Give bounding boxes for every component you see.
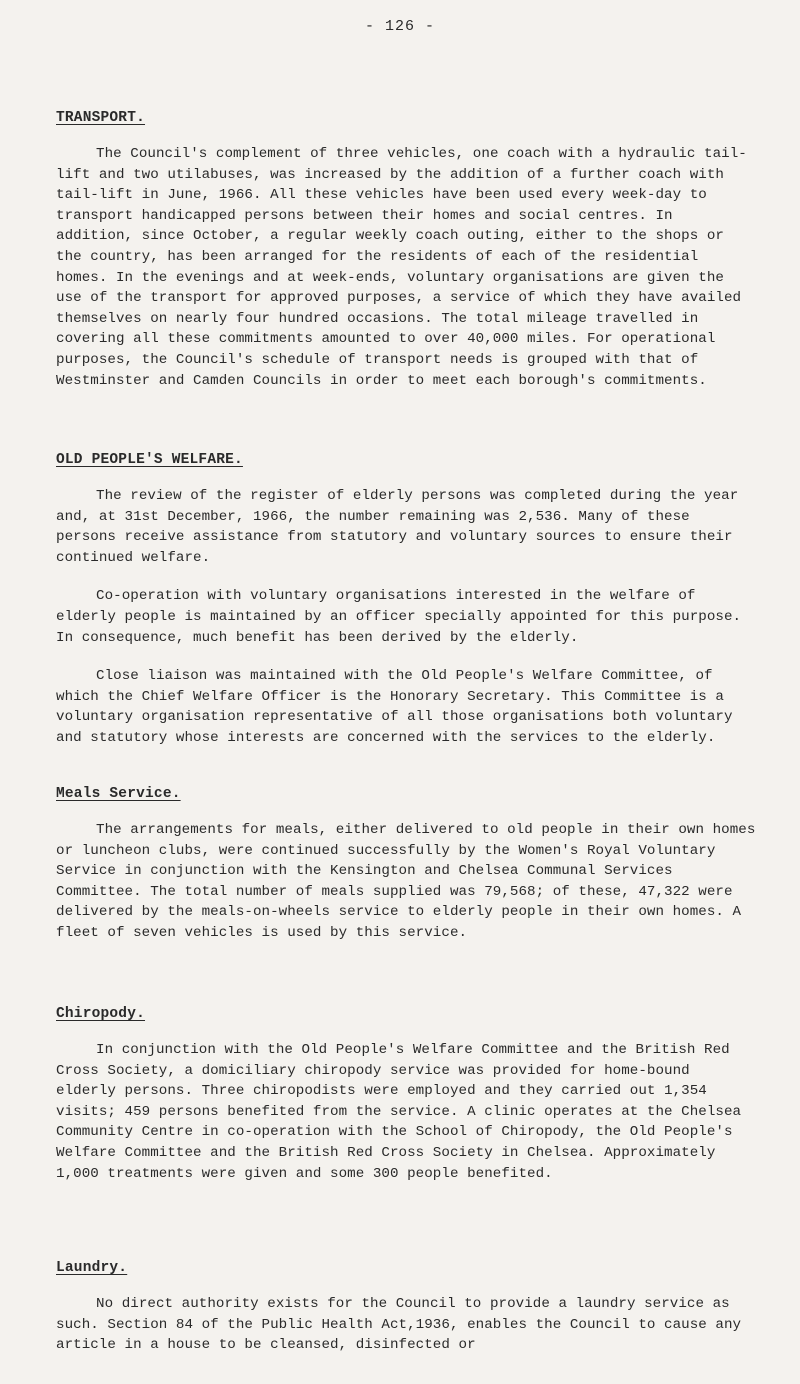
section-old-peoples-welfare (56, 452, 756, 749)
heading-meals-service: Meals Service. (56, 786, 181, 802)
section-transport (56, 110, 756, 391)
heading-old-peoples-welfare: OLD PEOPLE'S WELFARE. (56, 452, 243, 468)
heading-laundry: Laundry. (56, 1260, 128, 1276)
paragraph-old-peoples-welfare-3: Close liaison was maintained with the Old People's Welfare Committee, of which the Chief Welfare Officer is the Honorary Secretary. This Committee is a voluntary organisation representative of all those organisations both voluntary and statutory whose interests are concerned with the services to the elderly. (56, 668, 733, 746)
page-number: - 126 - (364, 18, 435, 35)
section-chiropody (56, 1006, 756, 1184)
paragraph-old-peoples-welfare-1: The review of the register of elderly persons was completed during the year and, at 31st December, 1966, the number remaining was 2,536. Many of these persons receive assistance from statutory and voluntary sources to ensure their continued welfare. (56, 488, 739, 566)
heading-transport: TRANSPORT. (56, 110, 146, 126)
paragraph-laundry-1: No direct authority exists for the Council to provide a laundry service as such. Section 84 of the Public Health Act,1936, enables the Council to cause any article in a house to be cleansed, disinfected or (56, 1296, 742, 1354)
paragraph-transport-1: The Council's complement of three vehicles, one coach with a hydraulic tail-lift and two utilabuses, was increased by the addition of a further coach with tail-lift in June, 1966. All these vehicles have been used every week-day to transport handicapped persons between their homes and social centres. In addition, since October, a regular weekly coach outing, either to the shops or the country, has been arranged for the residents of each of the residential homes. In the evenings and at week-ends, voluntary organisations are given the use of the transport for approved purposes, a service of which they have availed themselves on nearly four hundred occasions. The total mileage travelled in covering all these commitments amounted to over 40,000 miles. For operational purposes, the Council's schedule of transport needs is grouped with that of Westminster and Camden Councils in order to meet each borough's commitments. (56, 146, 747, 389)
paragraph-meals-service-1: The arrangements for meals, either delivered to old people in their own homes or luncheon clubs, were continued successfully by the Women's Royal Voluntary Service in conjunction with the Kensington and Chelsea Communal Services Committee. The total number of meals supplied was 79,568; of these, 47,322 were delivered by the meals-on-wheels service to elderly people in their own homes. A fleet of seven vehicles is used by this service. (56, 822, 756, 941)
heading-chiropody: Chiropody. (56, 1006, 146, 1022)
section-meals-service (56, 786, 756, 944)
paragraph-old-peoples-welfare-2: Co-operation with voluntary organisations interested in the welfare of elderly people is maintained by an officer specially appointed for this purpose. In consequence, much benefit has been derived by the elderly. (56, 588, 742, 646)
section-laundry (56, 1260, 756, 1356)
paragraph-chiropody-1: In conjunction with the Old People's Welfare Committee and the British Red Cross Society, a domiciliary chiropody service was provided for home-bound elderly persons. Three chiropodists were employed and they carried out 1,354 visits; 459 persons benefited from the service. A clinic operates at the Chelsea Community Centre in co-operation with the School of Chiropody, the Old People's Welfare Committee and the British Red Cross Society in Chelsea. Approximately 1,000 treatments were given and some 300 people benefited. (56, 1042, 742, 1182)
